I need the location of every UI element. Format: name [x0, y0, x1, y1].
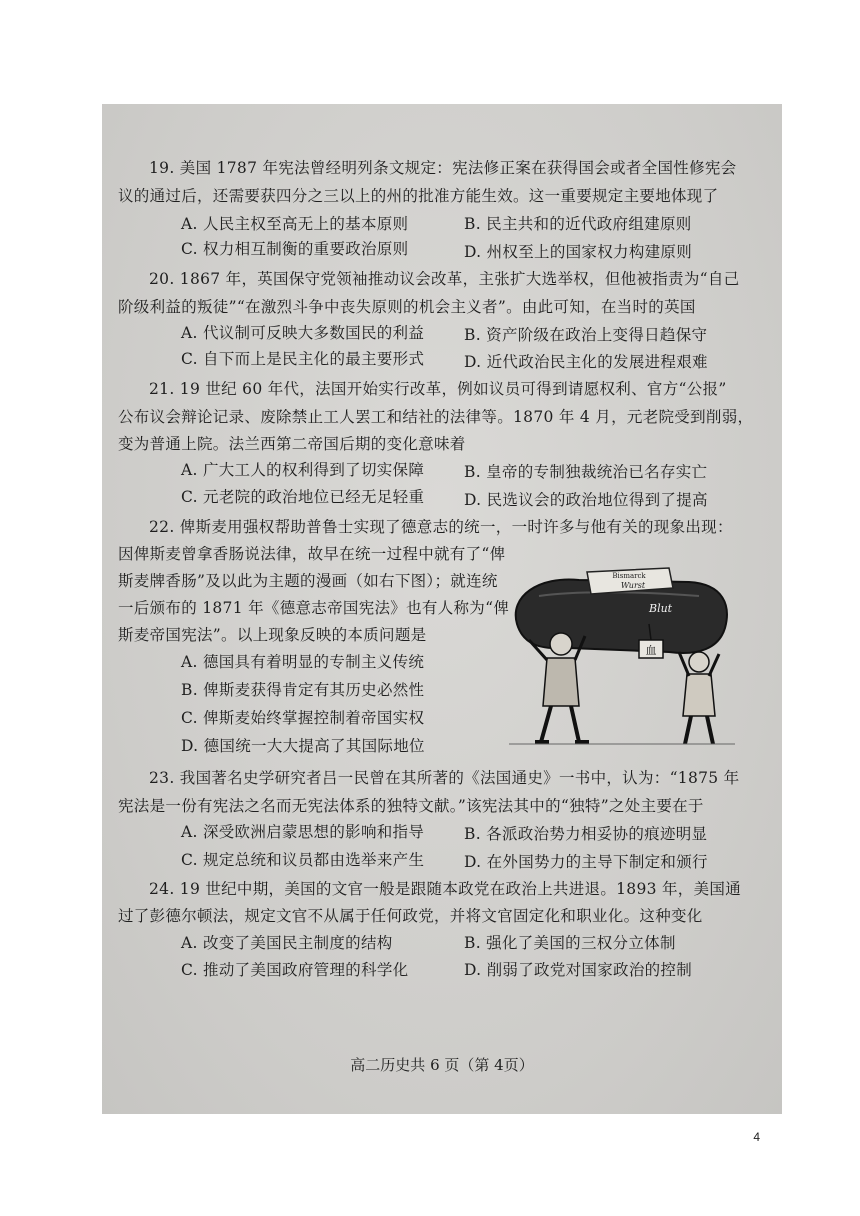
question-21-option-a: A. 广大工人的权利得到了切实保障	[181, 461, 425, 479]
question-19-option-a: A. 人民主权至高无上的基本原则	[181, 215, 409, 233]
bismarck-sausage-cartoon	[499, 566, 739, 748]
question-22-option-b: B. 俾斯麦获得肯定有其历史必然性	[181, 681, 425, 699]
question-24-option-d: D. 削弱了政党对国家政治的控制	[464, 961, 693, 979]
question-19-stem-continued: 议的通过后，还需要获四分之三以上的州的批准方能生效。这一重要规定主要地体现了	[118, 187, 719, 205]
question-24-stem-continued: 过了彭德尔顿法，规定文官不从属于任何政党，并将文官固定化和职业化。这种变化	[118, 907, 703, 925]
page-footer: 高二历史共 6 页（第 4页）	[350, 1056, 534, 1074]
left-carrier-figure	[529, 633, 589, 742]
sign-text-line1: Bismarck	[612, 572, 646, 580]
question-22-stem-continued-1: 因俾斯麦曾拿香肠说法律，故早在统一过程中就有了“俾	[118, 545, 506, 563]
question-24-stem: 24. 19 世纪中期，美国的文官一般是跟随本政党在政治上共进退。1893 年，美国通	[149, 880, 742, 898]
question-22-stem-continued-4: 斯麦帝国宪法”。以上现象反映的本质问题是	[118, 626, 427, 644]
sausage-label-blut: Blut	[649, 602, 673, 615]
question-19-option-d: D. 州权至上的国家权力构建原则	[464, 243, 693, 261]
question-21-option-d: D. 民选议会的政治地位得到了提高	[464, 491, 708, 509]
question-20-option-a: A. 代议制可反映大多数国民的利益	[181, 324, 425, 342]
question-19-option-c: C. 权力相互制衡的重要政治原则	[181, 240, 409, 258]
question-24-option-a: A. 改变了美国民主制度的结构	[181, 934, 393, 952]
question-21-option-c: C. 元老院的政治地位已经无足轻重	[181, 488, 425, 506]
question-20-stem-continued: 阶级利益的叛徒”“在激烈斗争中丧失原则的机会主义者”。由此可知，在当时的英国	[118, 298, 696, 316]
question-23-option-c: C. 规定总统和议员都由选举来产生	[181, 851, 425, 869]
question-23-option-a: A. 深受欧洲启蒙思想的影响和指导	[181, 823, 425, 841]
question-20-stem: 20. 1867 年，英国保守党领袖推动议会改革，主张扩大选举权，但他被指责为“自己	[149, 270, 740, 288]
question-21-stem-continued-2: 变为普通上院。法兰西第二帝国后期的变化意味着	[118, 435, 466, 453]
page-number: 4	[753, 1130, 760, 1144]
question-23-stem: 23. 我国著名史学研究者吕一民曾在其所著的《法国通史》一书中，认为：“1875 年	[149, 769, 740, 787]
blood-tag-label: 血	[645, 644, 657, 657]
right-carrier-figure	[679, 652, 719, 744]
question-23-option-d: D. 在外国势力的主导下制定和颁行	[464, 853, 708, 871]
question-21-option-b: B. 皇帝的专制独裁统治已名存实亡	[464, 463, 708, 481]
question-21-stem-continued-1: 公布议会辩论记录、废除禁止工人罢工和结社的法律等。1870 年 4 月，元老院受到削弱，	[118, 408, 754, 426]
sign-text-line2: Wurst	[620, 581, 646, 590]
question-19-option-b: B. 民主共和的近代政府组建原则	[464, 215, 692, 233]
question-20-option-d: D. 近代政治民主化的发展进程艰难	[464, 353, 708, 371]
question-22-option-a: A. 德国具有着明显的专制主义传统	[181, 653, 425, 671]
scanned-exam-page	[102, 104, 782, 1114]
question-22-stem-continued-2: 斯麦牌香肠”及以此为主题的漫画（如右下图）；就连统	[118, 572, 498, 590]
question-20-option-c: C. 自下而上是民主化的最主要形式	[181, 350, 425, 368]
question-23-stem-continued: 宪法是一份有宪法之名而无宪法体系的独特文献。”该宪法其中的“独特”之处主要在于	[118, 797, 704, 815]
question-22-stem: 22. 俾斯麦用强权帮助普鲁士实现了德意志的统一，一时许多与他有关的现象出现：	[149, 518, 733, 536]
cartoon-illustration	[499, 566, 739, 748]
question-21-stem: 21. 19 世纪 60 年代，法国开始实行改革，例如议员可得到请愿权利、官方“公报”	[149, 380, 727, 398]
question-22-option-c: C. 俾斯麦始终掌握控制着帝国实权	[181, 709, 425, 727]
question-23-option-b: B. 各派政治势力相妥协的痕迹明显	[464, 825, 708, 843]
question-22-option-d: D. 德国统一大大提高了其国际地位	[181, 737, 425, 755]
question-20-option-b: B. 资产阶级在政治上变得日趋保守	[464, 326, 708, 344]
question-24-option-c: C. 推动了美国政府管理的科学化	[181, 961, 409, 979]
question-22-stem-continued-3: 一后颁布的 1871 年《德意志帝国宪法》也有人称为“俾	[118, 599, 510, 617]
question-24-option-b: B. 强化了美国的三权分立体制	[464, 934, 676, 952]
question-19-stem: 19. 美国 1787 年宪法曾经明列条文规定：宪法修正案在获得国会或者全国性修宪会	[149, 159, 737, 177]
